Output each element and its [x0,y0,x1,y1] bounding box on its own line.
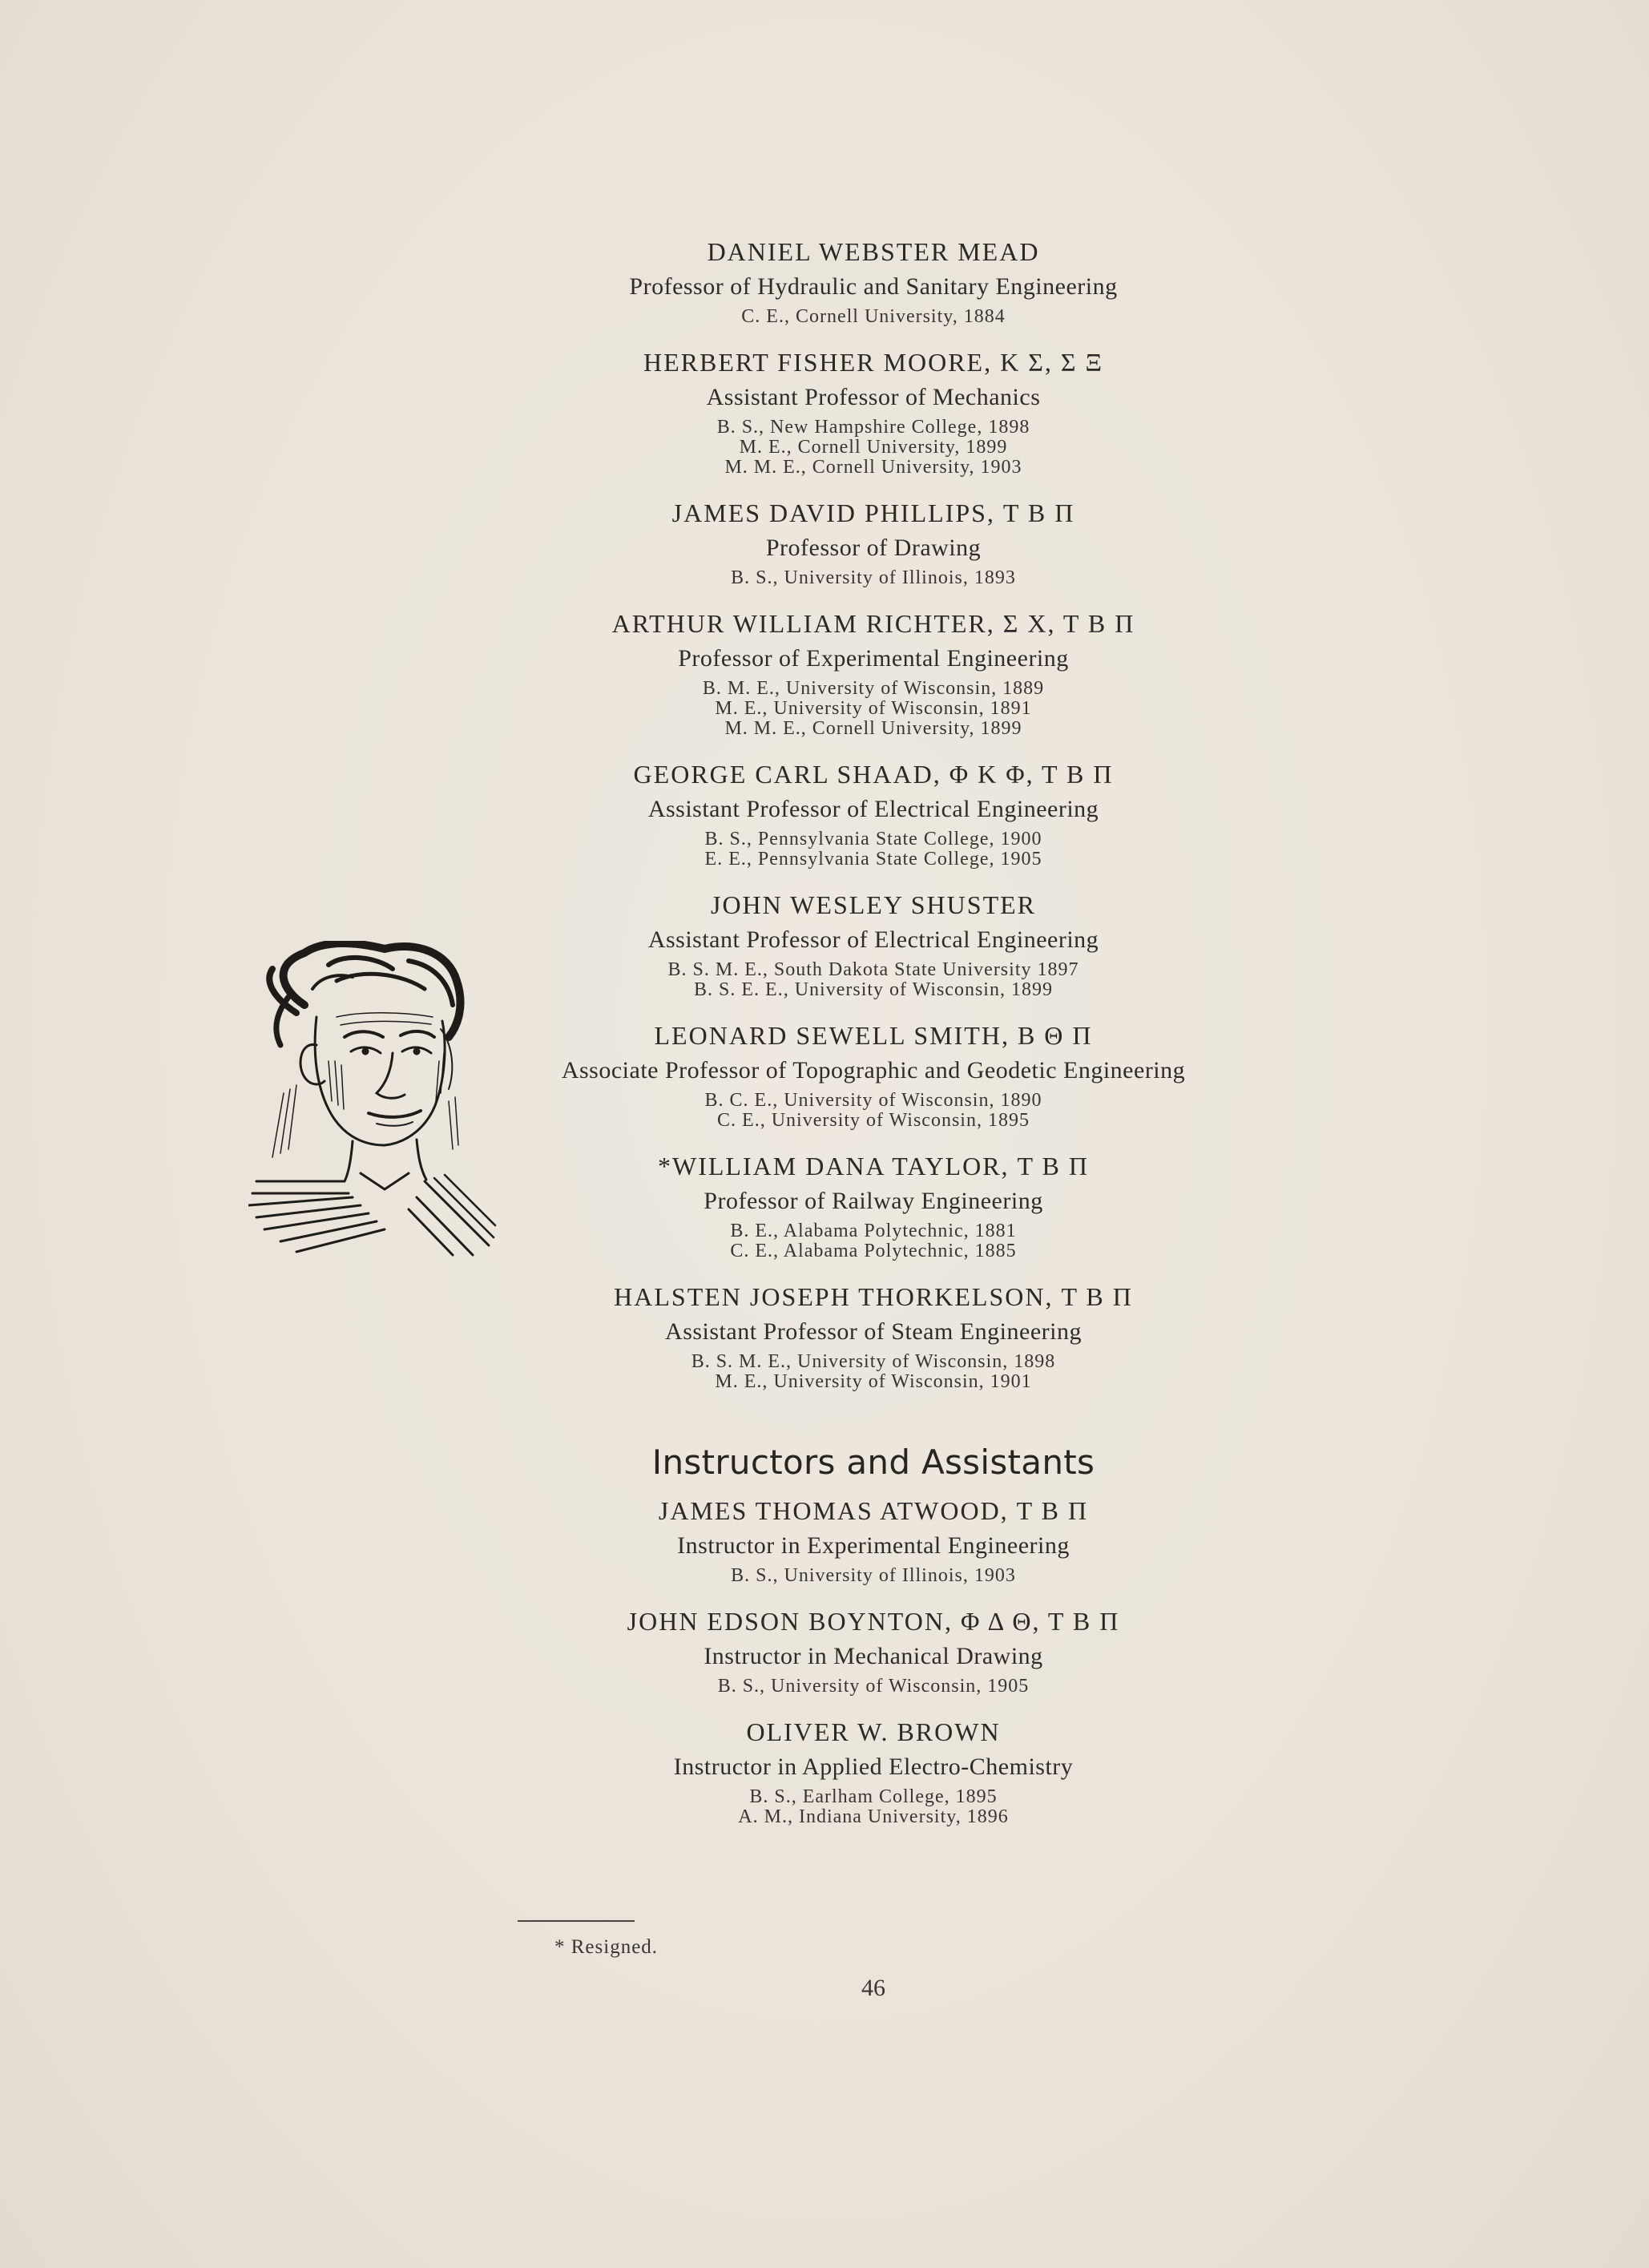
footnote-divider [518,1920,635,1922]
degree-line: M. M. E., Cornell University, 1899 [724,718,1022,739]
person-title: Assistant Professor of Mechanics [706,384,1041,410]
degree-list [449,1352,1298,1392]
degree-line: A. M., Indiana University, 1896 [738,1806,1009,1827]
person-name: HERBERT FISHER MOORE, Κ Σ, Σ Ξ [643,348,1104,377]
person-name: DANIEL WEBSTER MEAD [707,237,1040,266]
person-title: Professor of Drawing [765,535,982,561]
faculty-list [449,234,1298,1845]
degree-line: C. E., Cornell University, 1884 [741,306,1006,327]
degree-line: M. E., Cornell University, 1899 [739,437,1008,458]
degree-line: B. S. M. E., University of Wisconsin, 1898 [691,1351,1056,1372]
degree-list [449,568,1298,588]
person-title: Professor of Experimental Engineering [678,645,1069,672]
degree-list [449,1787,1298,1827]
person-name: LEONARD SEWELL SMITH, Β Θ Π [654,1021,1093,1050]
degree-line: B. M. E., University of Wisconsin, 1889 [702,678,1045,699]
person-entry [449,1604,1298,1697]
person-title: Professor of Hydraulic and Sanitary Engineering [629,273,1118,300]
degree-line: B. S. M. E., South Dakota State University 1897 [667,959,1079,980]
faculty-entries [449,234,1298,1392]
person-entry [449,1148,1298,1261]
degree-line: B. E., Alabama Polytechnic, 1881 [730,1221,1017,1241]
degree-list [449,418,1298,478]
person-entry [449,887,1298,1000]
degree-line: E. E., Pennsylvania State College, 1905 [704,849,1042,870]
degree-list [449,1091,1298,1131]
degree-list [449,1221,1298,1261]
degree-line: B. S., Earlham College, 1895 [749,1786,998,1807]
person-title: Instructor in Applied Electro-Chemistry [673,1753,1074,1780]
person-entry [449,1714,1298,1827]
person-entry [449,606,1298,739]
person-name: *WILLIAM DANA TAYLOR, Τ Β Π [658,1152,1089,1180]
person-title: Assistant Professor of Electrical Engineering [647,796,1099,822]
person-name: JAMES DAVID PHILLIPS, Τ Β Π [671,498,1075,527]
person-name: HALSTEN JOSEPH THORKELSON, Τ Β Π [614,1282,1133,1311]
section-heading: Instructors and Assistants [651,1443,1095,1482]
person-entry [449,1493,1298,1586]
person-title: Instructor in Mechanical Drawing [704,1643,1043,1669]
page-number: 46 [861,1975,885,2001]
person-title: Professor of Railway Engineering [704,1188,1043,1214]
degree-line: B. S., Pennsylvania State College, 1900 [704,829,1042,849]
person-name: GEORGE CARL SHAAD, Φ Κ Φ, Τ Β Π [633,760,1114,789]
degree-line: B. S. E. E., University of Wisconsin, 1899 [694,979,1053,1000]
degree-line: B. C. E., University of Wisconsin, 1890 [704,1090,1042,1111]
person-name: OLIVER W. BROWN [746,1717,1001,1746]
degree-line: M. E., University of Wisconsin, 1901 [715,1371,1032,1392]
degree-line: C. E., University of Wisconsin, 1895 [717,1110,1030,1131]
degree-line: B. S., New Hampshire College, 1898 [716,417,1030,438]
person-name: ARTHUR WILLIAM RICHTER, Σ Χ, Τ Β Π [611,609,1135,638]
degree-list [449,1677,1298,1697]
degree-line: B. S., University of Illinois, 1893 [731,567,1016,588]
degree-line: B. S., University of Wisconsin, 1905 [717,1676,1030,1697]
person-entry [449,495,1298,588]
degree-list [449,307,1298,327]
degree-line: C. E., Alabama Polytechnic, 1885 [730,1241,1017,1261]
person-name: JOHN EDSON BOYNTON, Φ Δ Θ, Τ Β Π [627,1607,1120,1636]
person-title: Assistant Professor of Electrical Engineering [647,926,1099,953]
degree-list [449,679,1298,739]
footnote: * Resigned. [554,1936,659,1958]
person-name: JOHN WESLEY SHUSTER [710,890,1036,919]
person-name: JAMES THOMAS ATWOOD, Τ Β Π [658,1496,1089,1525]
degree-list [449,960,1298,1000]
person-entry [449,234,1298,327]
degree-list [449,1566,1298,1586]
person-title: Associate Professor of Topographic and Geodetic Engineering [561,1057,1186,1084]
person-entry [449,1018,1298,1131]
degree-line: M. M. E., Cornell University, 1903 [724,457,1022,478]
person-entry [449,345,1298,478]
degree-list [449,829,1298,870]
degree-line: B. S., University of Illinois, 1903 [731,1565,1016,1586]
person-entry [449,757,1298,870]
person-title: Instructor in Experimental Engineering [677,1532,1070,1559]
degree-line: M. E., University of Wisconsin, 1891 [715,698,1032,719]
person-entry [449,1279,1298,1392]
person-title: Assistant Professor of Steam Engineering [665,1318,1082,1345]
instructor-entries [449,1493,1298,1827]
